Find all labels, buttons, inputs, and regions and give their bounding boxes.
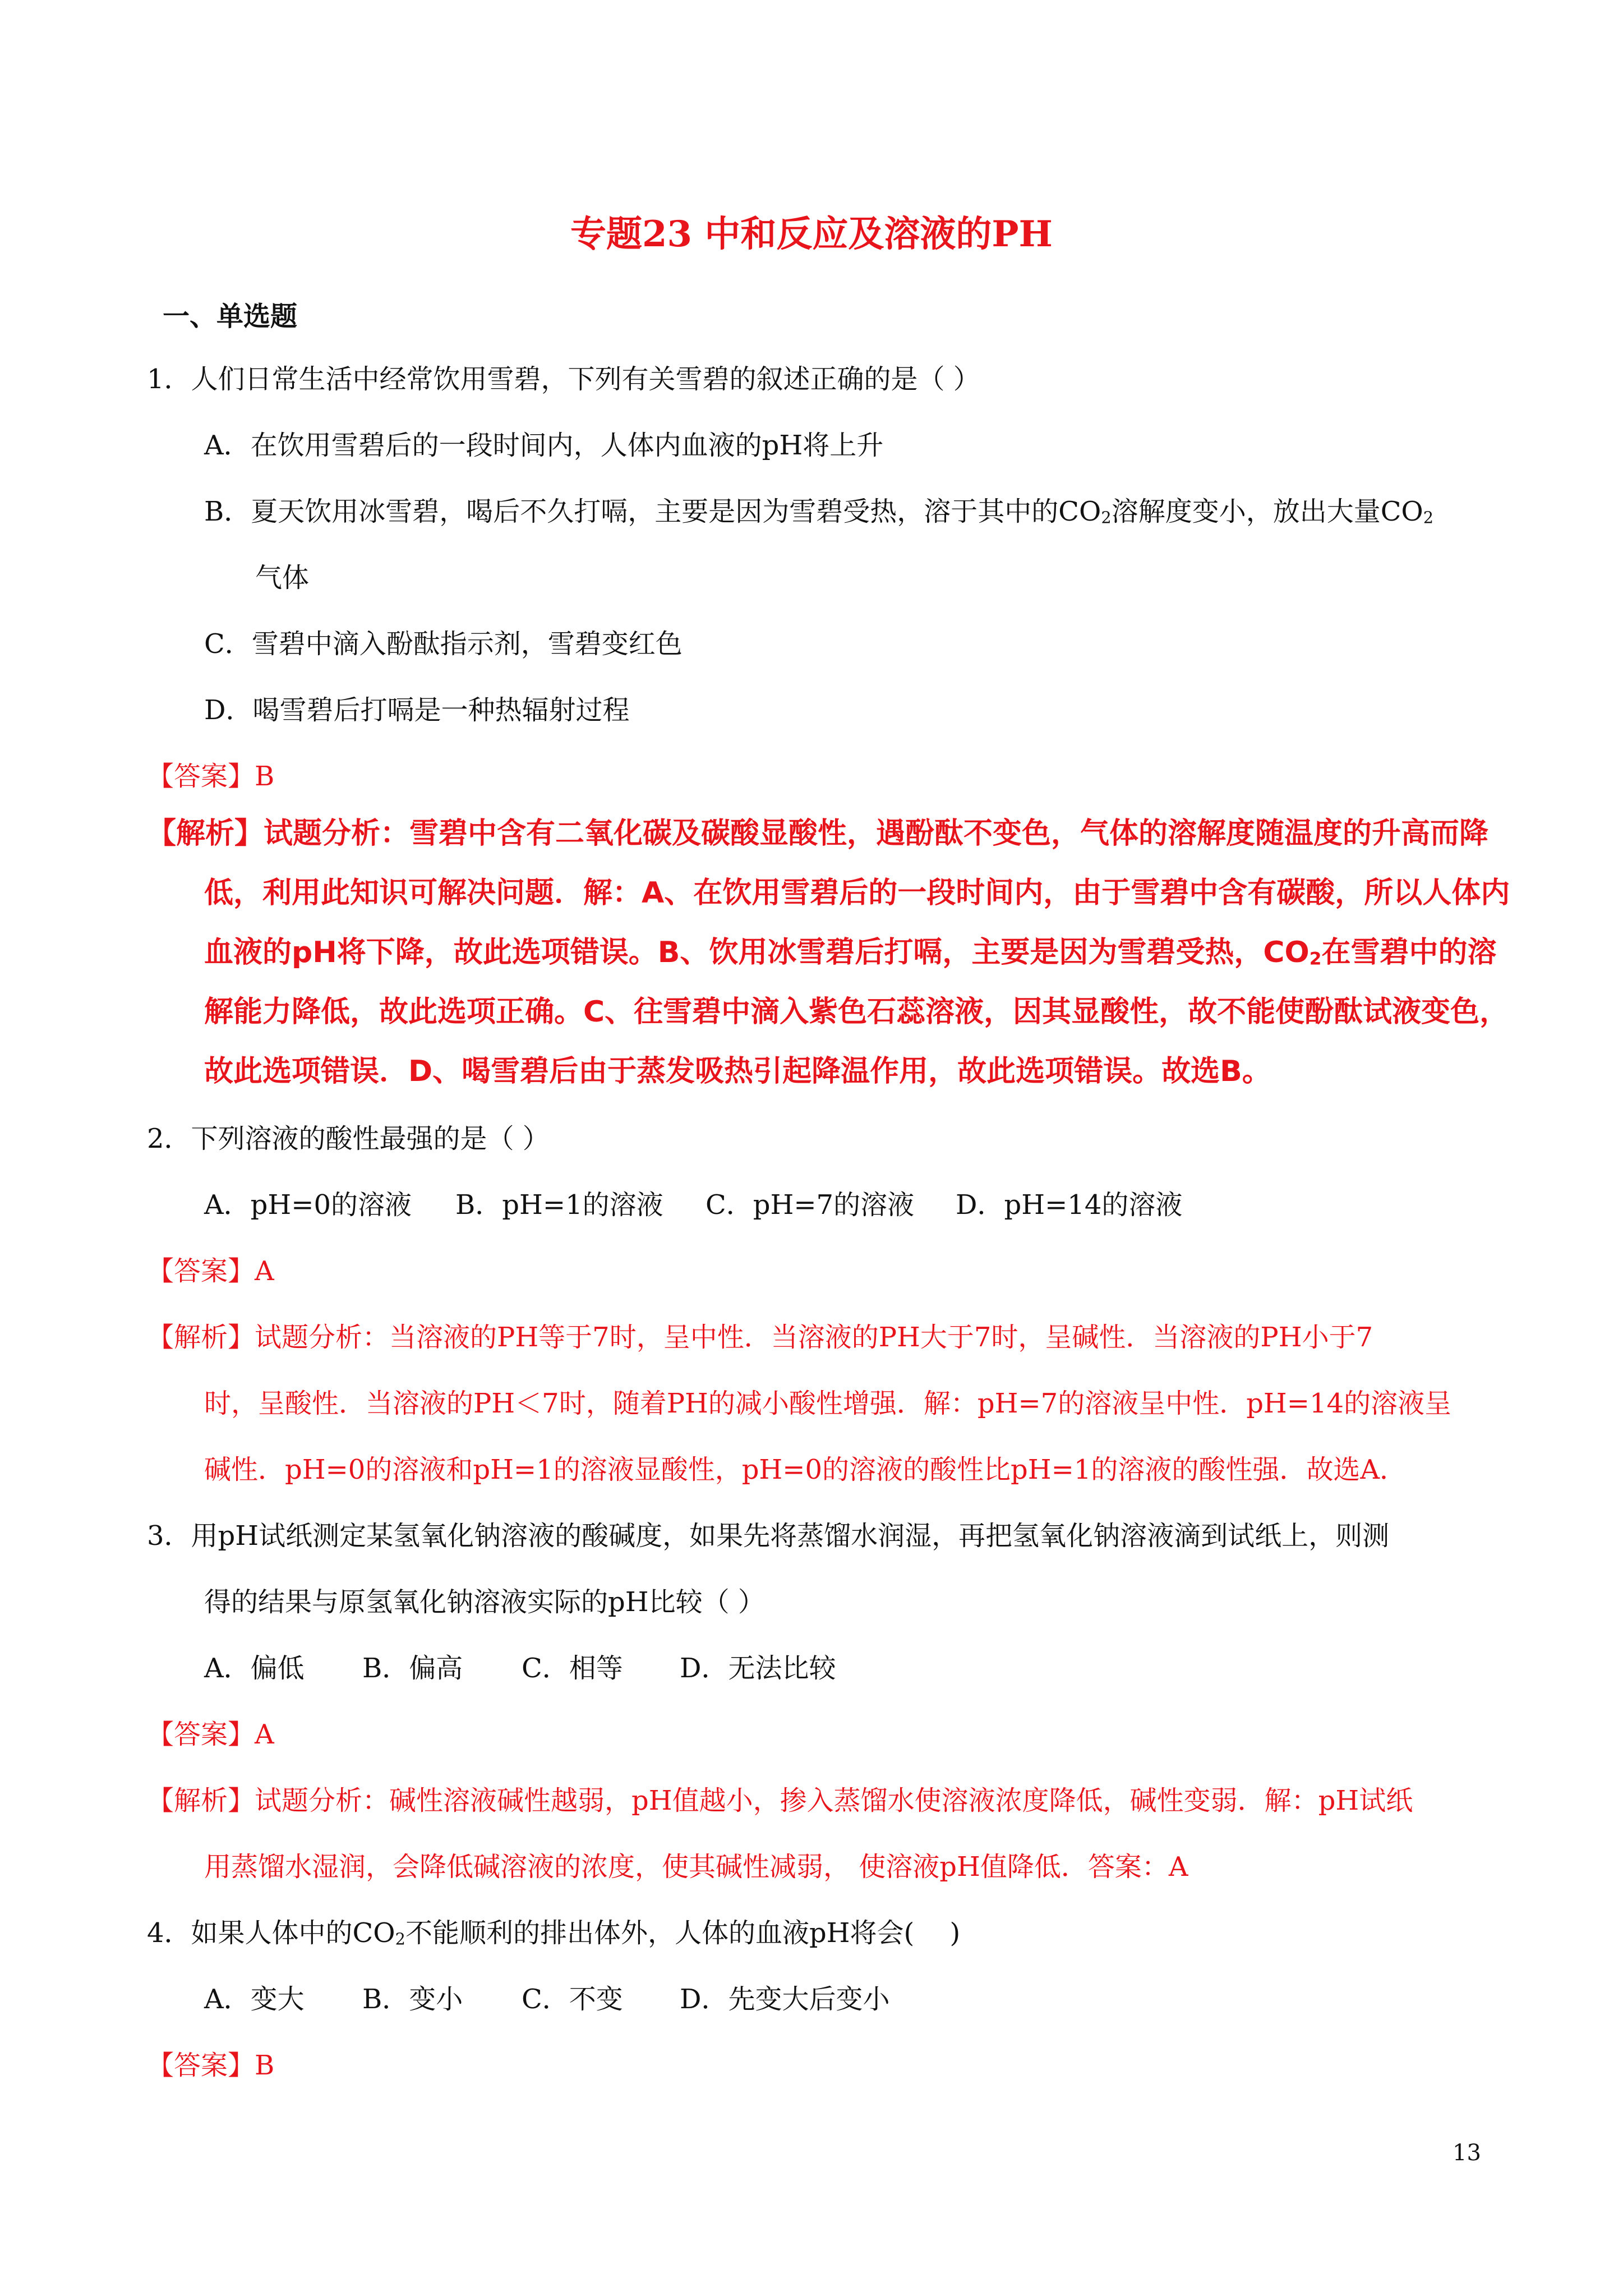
q4-answer: 【答案】B: [147, 2050, 275, 2081]
q4-stem: 4．如果人体中的$CO_2$不能顺利的排出体外，人体的血液pH将会( ): [147, 1917, 961, 1949]
q3-stem: 3．用pH试纸测定某氢氧化钠溶液的酸碱度，如果先将蒸馏水润湿，再把氢氧化钠溶液滴到试纸上，则测: [147, 1520, 1390, 1552]
q2-option-a: A．pH=0的溶液: [204, 1189, 412, 1221]
q1-analysis-line-3: 血液的pH将下降，故此选项错误。B、饮用冰雪碧后打嗝，主要是因为雪碧受热，$CO_2$在雪碧中的溶: [204, 936, 1497, 969]
q4-option-d: D．先变大后变小: [680, 1984, 890, 2015]
q3-analysis-line-2: 用蒸馏水湿润，会降低碱溶液的浓度，使其碱性减弱， 使溶液pH值降低．答案：A: [204, 1851, 1188, 1883]
q3-stem-continued: 得的结果与原氢氧化钠溶液实际的pH比较（ ）: [204, 1586, 765, 1618]
q2-analysis-line-2: 时，呈酸性．当溶液的PH＜7时，随着PH的减小酸性增强．解：pH=7的溶液呈中性．pH=14的溶液呈: [204, 1388, 1452, 1419]
q2-option-b: B．pH=1的溶液: [455, 1189, 663, 1221]
section-heading: 一、单选题: [163, 301, 298, 332]
q2-answer: 【答案】A: [147, 1255, 274, 1287]
q4-option-b: B．变小: [362, 1984, 463, 2015]
q1-option-d: D．喝雪碧后打嗝是一种热辐射过程: [204, 694, 630, 726]
q1-option-c: C．雪碧中滴入酚酞指示剂，雪碧变红色: [204, 628, 683, 660]
page-title: 专题23 中和反应及溶液的PH: [570, 213, 1053, 255]
q1-analysis-line-2: 低，利用此知识可解决问题．解：A、在饮用雪碧后的一段时间内，由于雪碧中含有碳酸，所以人体内: [204, 876, 1510, 910]
q1-option-b: B．夏天饮用冰雪碧，喝后不久打嗝，主要是因为雪碧受热，溶于其中的$CO_2$溶解度变小，放出大量$CO_2$: [204, 496, 1434, 527]
q4-option-a: A．变大: [204, 1984, 305, 2015]
q3-option-b: B．偏高: [362, 1653, 463, 1684]
q3-answer: 【答案】A: [147, 1719, 274, 1750]
q4-option-c: C．不变: [522, 1984, 623, 2015]
q1-option-b-continued: 气体: [255, 562, 310, 593]
q1-analysis-line-1: 【解析】试题分析：雪碧中含有二氧化碳及碳酸显酸性，遇酚酞不变色，气体的溶解度随温度的升高而降: [147, 817, 1489, 850]
q2-stem: 2．下列溶液的酸性最强的是（ ）: [147, 1123, 550, 1154]
q2-analysis-line-3: 碱性．pH=0的溶液和pH=1的溶液显酸性，pH=0的溶液的酸性比pH=1的溶液的酸性强．故选A．: [204, 1454, 1407, 1485]
q2-option-c: C．pH=7的溶液: [706, 1189, 915, 1221]
q2-analysis-line-1: 【解析】试题分析：当溶液的PH等于7时，呈中性．当溶液的PH大于7时，呈碱性．当溶液的PH小于7: [147, 1322, 1373, 1353]
q1-analysis-line-5: 故此选项错误．D、喝雪碧后由于蒸发吸热引起降温作用，故此选项错误。故选B。: [204, 1055, 1271, 1088]
q3-option-a: A．偏低: [204, 1653, 305, 1684]
q3-analysis-line-1: 【解析】试题分析：碱性溶液碱性越弱，pH值越小，掺入蒸馏水使溶液浓度降低，碱性变弱．解：pH试纸: [147, 1785, 1413, 1816]
q3-option-d: D．无法比较: [680, 1653, 836, 1684]
q1-stem: 1．人们日常生活中经常饮用雪碧，下列有关雪碧的叙述正确的是（ ）: [147, 364, 980, 395]
q1-answer: 【答案】B: [147, 761, 275, 792]
q3-option-c: C．相等: [522, 1653, 623, 1684]
q1-option-a: A．在饮用雪碧后的一段时间内，人体内血液的pH将上升: [204, 430, 884, 461]
q1-analysis-line-4: 解能力降低，故此选项正确。C、往雪碧中滴入紫色石蕊溶液，因其显酸性，故不能使酚酞试液变色，: [204, 995, 1509, 1029]
q2-option-d: D．pH=14的溶液: [956, 1189, 1183, 1221]
page-number: 13: [1453, 2140, 1481, 2166]
